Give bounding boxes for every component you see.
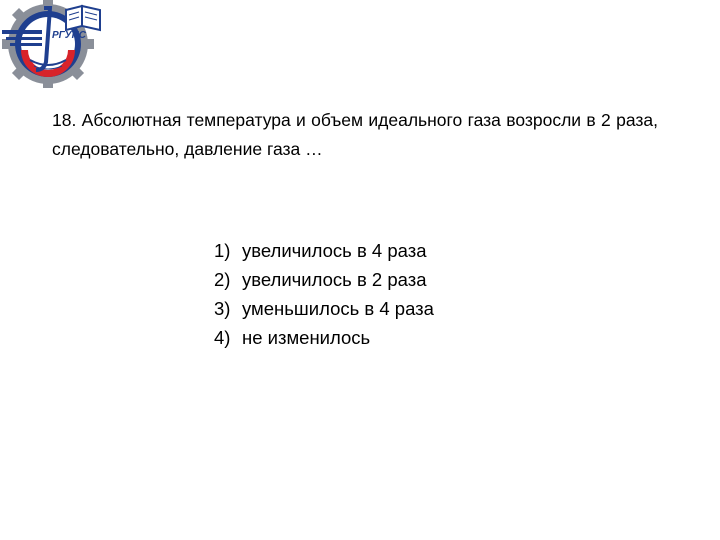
answer-options-list	[214, 236, 434, 352]
option-number: 1)	[214, 240, 231, 261]
option-text: увеличилось в 2 раза	[242, 269, 427, 290]
university-logo	[0, 0, 110, 88]
option-number: 3)	[214, 298, 231, 319]
answer-option	[214, 294, 434, 323]
option-text: не изменилось	[242, 327, 371, 348]
gear-book-logo-icon	[0, 0, 110, 88]
option-number: 2)	[214, 269, 231, 290]
answer-option	[214, 323, 434, 352]
option-text: увеличилось в 4 раза	[242, 240, 427, 261]
logo-text: РГУПС	[52, 30, 86, 41]
answer-option	[214, 265, 434, 294]
option-number: 4)	[214, 327, 231, 348]
option-text: уменьшилось в 4 раза	[242, 298, 434, 319]
question-text: 18. Абсолютная температура и объем идеального газа возросли в 2 раза, следовательно, давление газа …	[52, 110, 658, 159]
answer-option	[214, 236, 434, 265]
